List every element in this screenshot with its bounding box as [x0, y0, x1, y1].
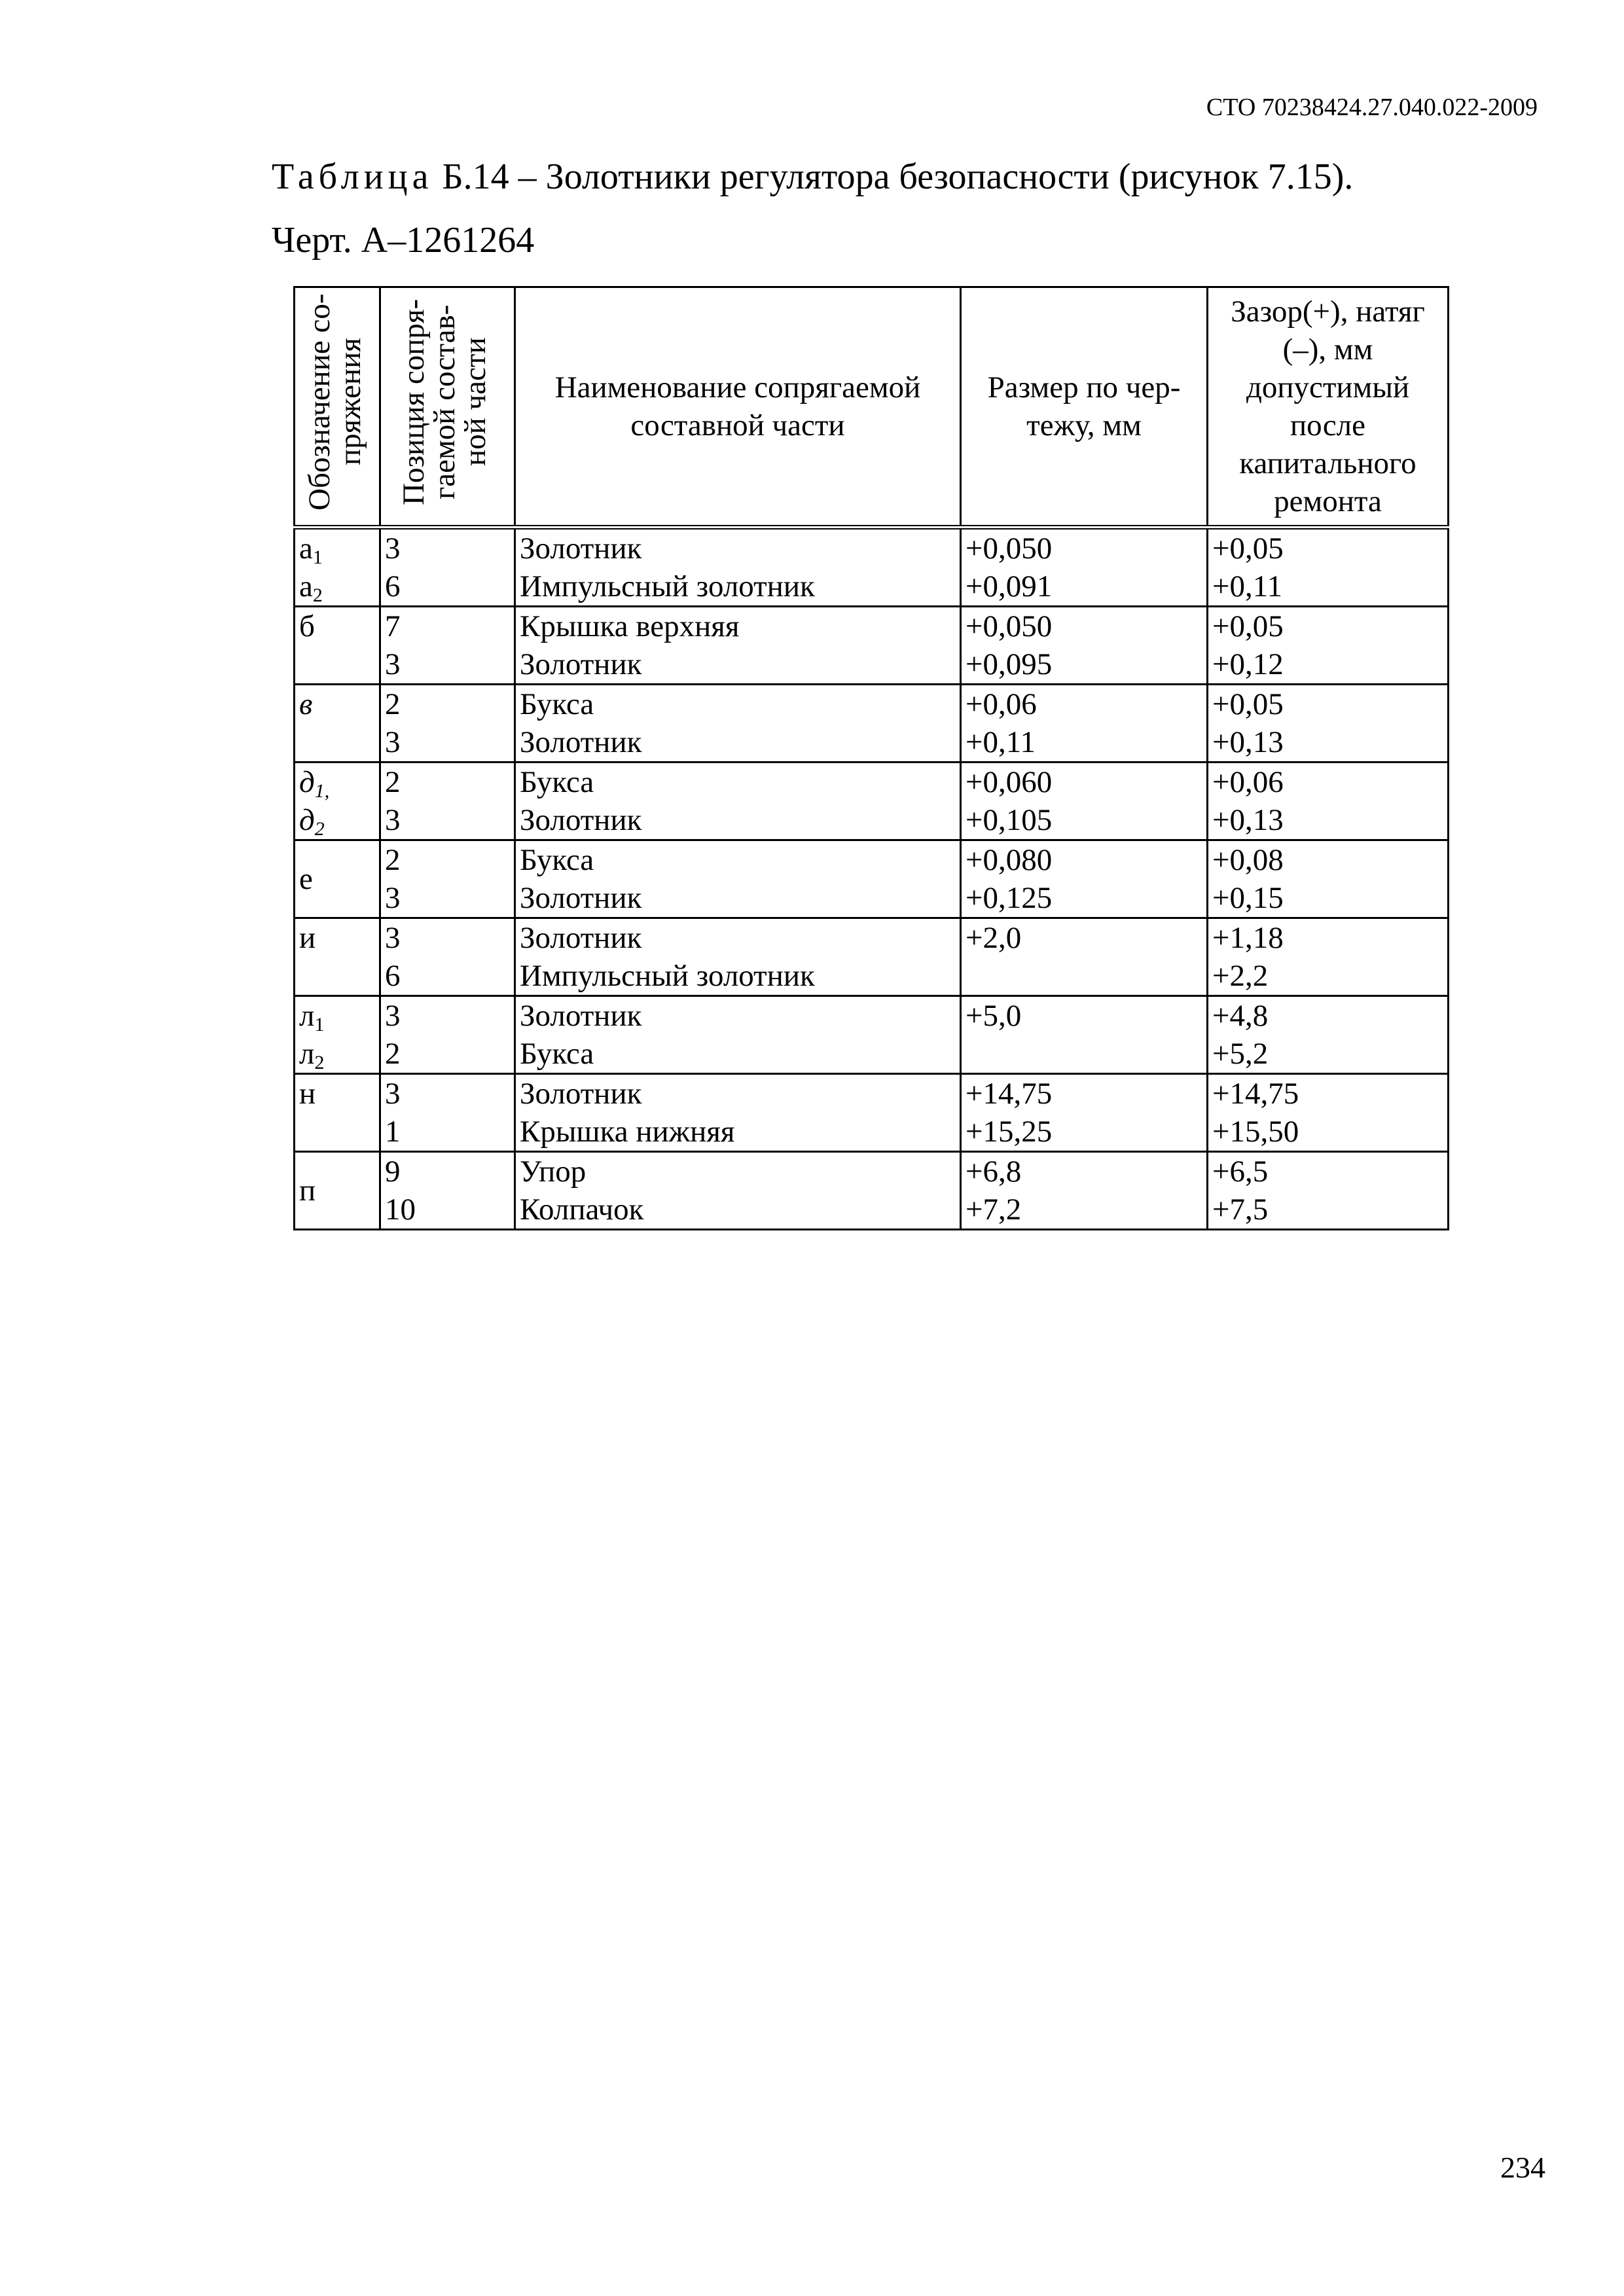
table-row: [295, 685, 1449, 762]
cell-designation: [295, 1152, 380, 1230]
cell-designation: [295, 607, 380, 685]
cell-position-line: 3: [385, 881, 401, 915]
cell-part-name-line: Букса: [520, 687, 594, 721]
cell-clearance: [1208, 762, 1449, 840]
header-row: [295, 287, 1449, 528]
cell-part-name-line: Крышка верхняя: [520, 609, 740, 643]
cell-drawing-size-line: +0,091: [965, 569, 1053, 603]
table-row: [295, 918, 1449, 996]
cell-drawing-size: [961, 1152, 1208, 1230]
header-part-name: Наименование сопрягаемой составной части: [515, 287, 961, 528]
cell-part-name-line: Золотник: [520, 881, 642, 915]
cell-clearance: [1208, 607, 1449, 685]
cell-clearance-line: +1,18: [1212, 921, 1284, 955]
cell-part-name: [515, 1074, 961, 1152]
designation-text: и: [299, 921, 316, 955]
cell-part-name: [515, 996, 961, 1074]
spec-table: [293, 286, 1449, 1230]
cell-position: [380, 840, 515, 918]
cell-drawing-size-line: +0,050: [965, 609, 1053, 643]
cell-drawing-size-line: +6,8: [965, 1155, 1022, 1189]
cell-position-line: 3: [385, 1077, 401, 1111]
table-title: [272, 156, 1353, 198]
document-code: СТО 70238424.27.040.022-2009: [1206, 94, 1538, 121]
designation-text: б: [299, 609, 315, 643]
cell-position-line: 3: [385, 921, 401, 955]
cell-part-name-line: Золотник: [520, 803, 642, 837]
designation-text: в: [299, 687, 313, 721]
cell-position-line: 3: [385, 803, 401, 837]
cell-position-line: 2: [385, 843, 401, 877]
header-position: Позиция сопря-гаемой состав-ной части: [380, 287, 515, 528]
cell-drawing-size-line: [965, 1035, 1202, 1073]
designation-text: $д_2$: [299, 803, 325, 840]
cell-designation: [295, 918, 380, 996]
cell-part-name: [515, 840, 961, 918]
designation-text: $а_1$: [299, 531, 323, 568]
drawing-number: Черт. А–1261264: [272, 220, 535, 260]
cell-position: [380, 1074, 515, 1152]
cell-drawing-size-line: +2,0: [965, 921, 1022, 955]
designation-text: н: [299, 1077, 316, 1111]
cell-part-name-line: Букса: [520, 765, 594, 799]
cell-designation: [295, 996, 380, 1074]
cell-drawing-size: [961, 762, 1208, 840]
cell-drawing-size: [961, 528, 1208, 607]
cell-drawing-size: [961, 607, 1208, 685]
cell-position-line: 2: [385, 687, 401, 721]
cell-part-name-line: Упор: [520, 1155, 586, 1189]
table-row: [295, 840, 1449, 918]
cell-part-name-line: Импульсный золотник: [520, 569, 815, 603]
table-row: [295, 996, 1449, 1074]
table-row: [295, 762, 1449, 840]
cell-clearance: [1208, 1074, 1449, 1152]
cell-clearance-line: +0,05: [1212, 609, 1284, 643]
cell-part-name-line: Колпачок: [520, 1193, 644, 1227]
cell-part-name: [515, 528, 961, 607]
cell-position-line: 6: [385, 569, 401, 603]
cell-position-line: 6: [385, 959, 401, 993]
cell-part-name-line: Золотник: [520, 725, 642, 759]
cell-drawing-size-line: +0,125: [965, 881, 1053, 915]
cell-position-line: 7: [385, 609, 401, 643]
table-row: [295, 1152, 1449, 1230]
cell-clearance-line: +0,13: [1212, 803, 1284, 837]
designation-text: $л_1$: [299, 999, 325, 1035]
cell-position: [380, 607, 515, 685]
cell-drawing-size-line: +15,25: [965, 1115, 1053, 1149]
cell-clearance-line: +0,06: [1212, 765, 1284, 799]
cell-drawing-size-line: +0,11: [965, 725, 1036, 759]
cell-drawing-size: [961, 685, 1208, 762]
cell-position-line: 9: [385, 1155, 401, 1189]
designation-text: $а_2$: [299, 569, 323, 606]
cell-clearance-line: +4,8: [1212, 999, 1269, 1033]
cell-clearance-line: +7,5: [1212, 1193, 1269, 1227]
cell-position-line: 3: [385, 725, 401, 759]
cell-drawing-size: [961, 1074, 1208, 1152]
cell-designation: [295, 685, 380, 762]
cell-clearance: [1208, 685, 1449, 762]
designation-text: $л_2$: [299, 1037, 325, 1073]
cell-position-line: 1: [385, 1115, 401, 1149]
cell-position: [380, 528, 515, 607]
cell-drawing-size: [961, 840, 1208, 918]
header-clearance: Зазор(+), натяг (–), мм допустимый после капитального ремонта: [1208, 287, 1449, 528]
cell-position: [380, 918, 515, 996]
cell-drawing-size-line: +14,75: [965, 1077, 1053, 1111]
cell-drawing-size-line: +0,06: [965, 687, 1037, 721]
cell-part-name: [515, 1152, 961, 1230]
cell-clearance-line: +0,11: [1212, 569, 1283, 603]
cell-clearance: [1208, 840, 1449, 918]
cell-clearance-line: +6,5: [1212, 1155, 1269, 1189]
table-title-text: Б.14 – Золотники регулятора безопасности (рисунок 7.15).: [442, 156, 1354, 197]
cell-clearance-line: +14,75: [1212, 1077, 1299, 1111]
cell-drawing-size-line: +0,050: [965, 531, 1053, 565]
table-row: [295, 528, 1449, 607]
cell-clearance-line: +0,13: [1212, 725, 1284, 759]
cell-position: [380, 762, 515, 840]
cell-part-name: [515, 685, 961, 762]
cell-clearance: [1208, 1152, 1449, 1230]
cell-position: [380, 996, 515, 1074]
designation-text: $д_{1,}$: [299, 765, 330, 802]
cell-part-name-line: Золотник: [520, 921, 642, 955]
cell-clearance-line: +15,50: [1212, 1115, 1299, 1149]
header-designation: Обозначение со-пряжения: [295, 287, 380, 528]
table-row: [295, 607, 1449, 685]
cell-position-line: 2: [385, 1037, 401, 1071]
cell-position: [380, 685, 515, 762]
cell-clearance-line: +0,08: [1212, 843, 1284, 877]
page-number: 234: [1500, 2151, 1545, 2184]
cell-drawing-size-line: +5,0: [965, 999, 1022, 1033]
cell-part-name: [515, 918, 961, 996]
header-drawing-size: Размер по чер-тежу, мм: [961, 287, 1208, 528]
cell-clearance-line: +0,05: [1212, 531, 1284, 565]
cell-drawing-size-line: +0,060: [965, 765, 1053, 799]
cell-part-name-line: Букса: [520, 1037, 594, 1071]
cell-clearance-line: +2,2: [1212, 959, 1269, 993]
cell-position-line: 3: [385, 647, 401, 681]
cell-drawing-size: [961, 918, 1208, 996]
cell-clearance-line: +0,05: [1212, 687, 1284, 721]
cell-drawing-size-line: +7,2: [965, 1193, 1022, 1227]
cell-part-name-line: Золотник: [520, 999, 642, 1033]
cell-position-line: 3: [385, 999, 401, 1033]
cell-position-line: 2: [385, 765, 401, 799]
cell-clearance-line: +0,12: [1212, 647, 1284, 681]
cell-clearance: [1208, 996, 1449, 1074]
cell-part-name: [515, 607, 961, 685]
table-row: [295, 1074, 1449, 1152]
cell-clearance: [1208, 528, 1449, 607]
designation-text: п: [299, 1174, 316, 1208]
cell-designation: [295, 528, 380, 607]
cell-clearance-line: +5,2: [1212, 1037, 1269, 1071]
cell-drawing-size-line: [965, 957, 1202, 995]
cell-designation: [295, 762, 380, 840]
cell-clearance: [1208, 918, 1449, 996]
cell-drawing-size-line: +0,080: [965, 843, 1053, 877]
cell-drawing-size-line: +0,105: [965, 803, 1053, 837]
cell-part-name-line: Золотник: [520, 1077, 642, 1111]
cell-part-name-line: Букса: [520, 843, 594, 877]
cell-part-name-line: Крышка нижняя: [520, 1115, 735, 1149]
cell-position: [380, 1152, 515, 1230]
table-title-label: Таблица: [272, 156, 433, 197]
cell-position-line: 3: [385, 531, 401, 565]
cell-part-name-line: Импульсный золотник: [520, 959, 815, 993]
cell-designation: [295, 840, 380, 918]
cell-part-name-line: Золотник: [520, 531, 642, 565]
cell-designation: [295, 1074, 380, 1152]
cell-position-line: 10: [385, 1193, 416, 1227]
cell-part-name: [515, 762, 961, 840]
designation-text: е: [299, 862, 313, 896]
cell-part-name-line: Золотник: [520, 647, 642, 681]
cell-drawing-size-line: +0,095: [965, 647, 1053, 681]
cell-drawing-size: [961, 996, 1208, 1074]
cell-clearance-line: +0,15: [1212, 881, 1284, 915]
